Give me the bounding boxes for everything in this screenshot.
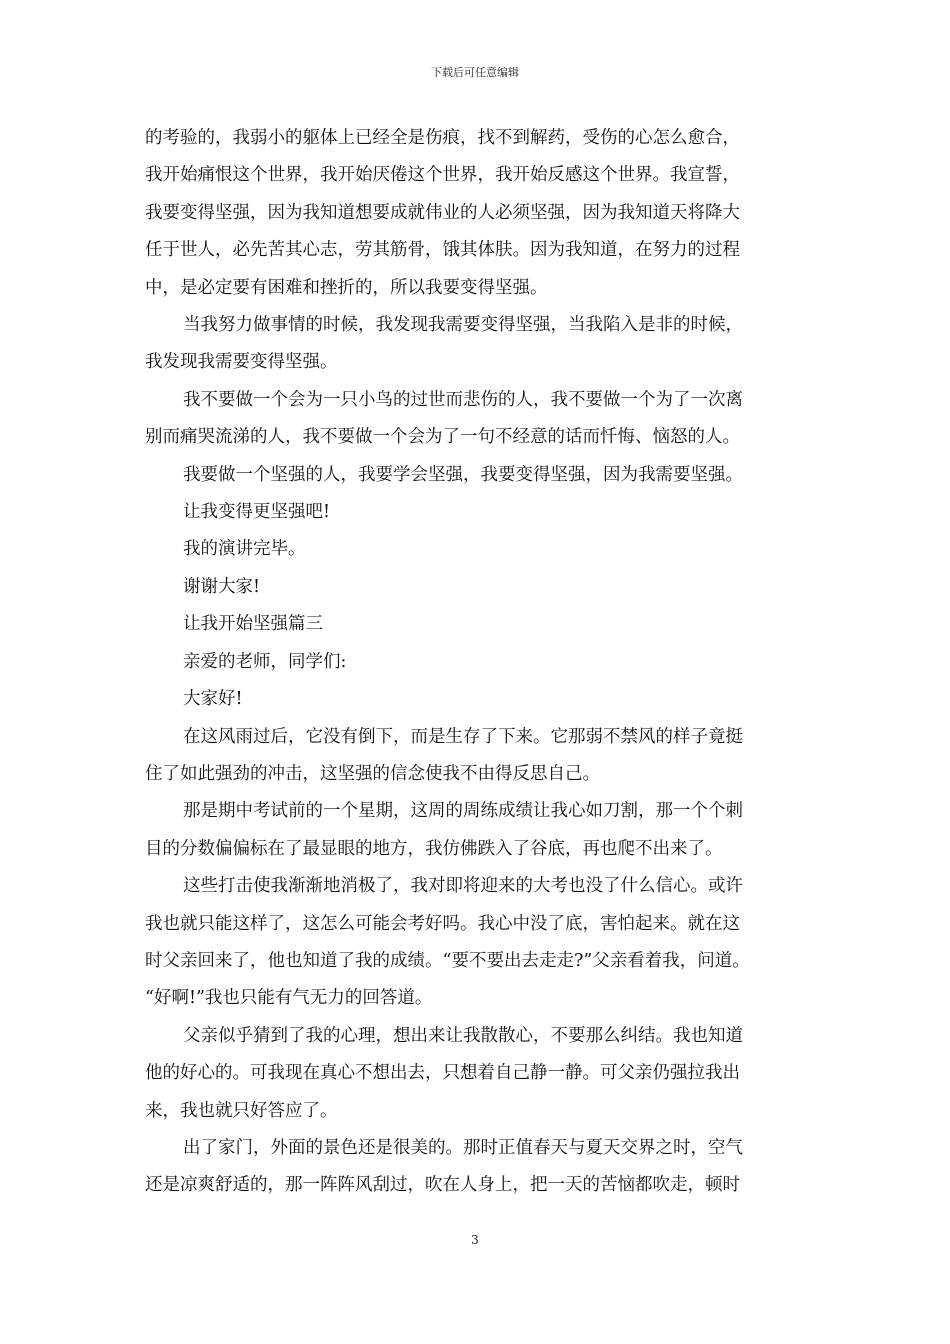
text-line: 我要变得坚强，因为我知道想要成就伟业的人必须坚强，因为我知道天将降大 [145, 202, 740, 223]
text-line: 当我努力做事情的时候，我发现我需要变得坚强，当我陷入是非的时候， [183, 315, 743, 336]
text-line: 大家好! [183, 689, 243, 710]
text-line: 在这风雨过后，它没有倒下，而是生存了下来。它那弱不禁风的样子竟挺 [183, 726, 743, 747]
text-line: 还是凉爽舒适的，那一阵阵风刮过，吹在人身上，把一天的苦恼都吹走，顿时 [145, 1175, 740, 1196]
text-line: 父亲似乎猜到了我的心理，想出来让我散散心，不要那么纠结。我也知道 [183, 1025, 743, 1046]
text-line: 我也就只能这样了，这怎么可能会考好吗。我心中没了底，害怕起来。就在这 [145, 913, 740, 934]
page-header: 下载后可任意编辑 [431, 66, 519, 79]
text-line: 我不要做一个会为一只小鸟的过世而悲伤的人，我不要做一个为了一次离 [183, 389, 743, 410]
text-line: 我要做一个坚强的人，我要学会坚强，我要变得坚强，因为我需要坚强。 [183, 464, 743, 485]
text-line: 住了如此强劲的冲击，这坚强的信念使我不由得反思自己。 [145, 763, 600, 784]
text-line: 让我变得更坚强吧! [183, 502, 331, 523]
text-line: 来，我也就只好答应了。 [145, 1100, 338, 1121]
text-line: 别而痛哭流涕的人，我不要做一个会为了一句不经意的话而忏悔、恼怒的人。 [145, 427, 740, 448]
text-line: 出了家门，外面的景色还是很美的。那时正值春天与夏天交界之时，空气 [183, 1137, 743, 1158]
text-line: 让我开始坚强篇三 [183, 614, 323, 635]
text-line: 时父亲回来了，他也知道了我的成绩。“要不要出去走走?”父亲看着我，问道。 [145, 950, 750, 971]
text-line: 任于世人，必先苦其心志，劳其筋骨，饿其体肤。因为我知道，在努力的过程 [145, 240, 740, 261]
page-number: 3 [471, 1233, 479, 1247]
text-line: 他的好心的。可我现在真心不想出去，只想着自己静一静。可父亲仍强拉我出 [145, 1063, 740, 1084]
text-line: 那是期中考试前的一个星期，这周的周练成绩让我心如刀割，那一个个刺 [183, 801, 743, 822]
text-line: 的考验的，我弱小的躯体上已经全是伤痕，找不到解药，受伤的心怎么愈合， [145, 128, 740, 148]
text-line: 这些打击使我渐渐地消极了，我对即将迎来的大考也没了什么信心。或许 [183, 876, 743, 897]
text-line: “好啊!”我也只能有气无力的回答道。 [145, 988, 433, 1009]
text-line: 我发现我需要变得坚强。 [145, 352, 338, 373]
text-line: 亲爱的老师，同学们: [183, 651, 347, 672]
document-body [145, 120, 810, 1205]
text-line: 谢谢大家! [183, 576, 261, 597]
text-line: 我开始痛恨这个世界，我开始厌倦这个世界，我开始反感这个世界。我宣誓， [145, 165, 740, 186]
text-line: 目的分数偏偏标在了最显眼的地方，我仿佛跌入了谷底，再也爬不出来了。 [145, 838, 723, 859]
text-line: 我的演讲完毕。 [183, 539, 306, 560]
text-line: 中，是必定要有困难和挫折的，所以我要变得坚强。 [145, 277, 548, 298]
